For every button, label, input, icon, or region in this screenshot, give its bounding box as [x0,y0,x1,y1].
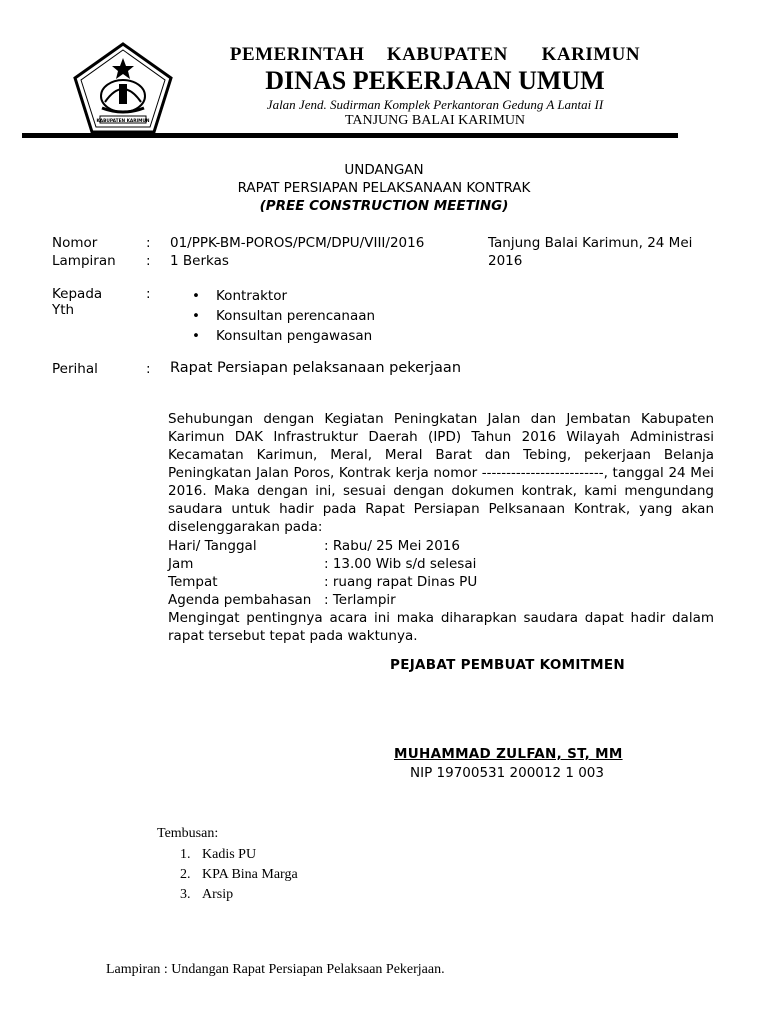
nomor-label: Nomor [52,235,98,251]
tembusan-item [180,845,298,865]
schedule-value: : Rabu/ 25 Mei 2016 [324,538,460,554]
kepada-colon: : [146,286,151,302]
nomor-value: 01/PPK-BM-POROS/PCM/DPU/VIII/2016 [170,235,425,251]
schedule-key: Tempat [168,574,218,590]
letterhead-city: TANJUNG BALAI KARIMUN [344,113,526,128]
invitation-paragraph: Sehubungan dengan Kegiatan Peningkatan Jalan dan Jembatan Kabupaten Karimun DAK Infrastruktur Daerah (IPD) Tahun 2016 Wilayah Administrasi Kecamatan Karimun, Meral, Meral Barat dan Tebing, pekerjaan Belanja Peningkatan Jalan Poros, Kontrak kerja nomor -------------------------, tanggal 24 Mei 2016. Maka dengan ini, sesuai dengan dokumen kontrak, kami mengundang saudara untuk hadir pada Rapat Persiapan Pelksanaan Kontrak, yang akan diselenggarakan pada: [168,411,714,535]
signatory-nip: NIP 19700531 200012 1 003 [410,765,604,781]
letterhead-government: PEMERINTAH KABUPATEN KARIMUN [229,44,641,65]
schedule-row [168,555,476,573]
schedule-row [168,537,460,555]
lampiran-value: 1 Berkas [170,253,229,269]
tembusan-number: 2. [180,867,191,882]
tembusan-number: 3. [180,887,191,902]
regency-emblem-logo [72,42,174,136]
schedule-key: Agenda pembahasan [168,592,312,608]
perihal-value: Rapat Persiapan pelaksanaan pekerjaan [170,360,462,376]
letterhead-address: Jalan Jend. Sudirman Komplek Perkantoran Gedung A Lantai II [266,97,604,112]
letter-date-line1: Tanjung Balai Karimun, 24 Mei [488,235,693,251]
lampiran-label: Lampiran [52,253,116,269]
recipient-list [192,286,375,346]
recipient-item: • Konsultan perencanaan [192,306,375,326]
tembusan-text: Kadis PU [202,847,257,862]
schedule-row [168,573,477,591]
signatory-name: MUHAMMAD ZULFAN, ST, MM [394,746,623,762]
schedule-row [168,591,396,609]
tembusan-item [180,865,298,885]
letter-subtitle: RAPAT PERSIAPAN PELAKSANAAN KONTRAK [237,180,531,196]
recipient-item: • Kontraktor [192,286,375,306]
body-paragraph [168,410,714,536]
tembusan-text: Arsip [202,887,234,902]
letter-title: UNDANGAN [344,162,424,178]
schedule-value: : ruang rapat Dinas PU [324,574,478,590]
perihal-colon: : [146,361,151,377]
tembusan-list [180,845,298,905]
schedule-value: : 13.00 Wib s/d selesai [324,556,477,572]
schedule-value: : Terlampir [324,592,396,608]
kepada-label: Kepada [52,286,103,302]
yth-label: Yth [52,302,75,318]
tembusan-item [180,885,298,905]
attachment-note: Lampiran : Undangan Rapat Persiapan Pelaksaan Pekerjaan. [106,962,445,977]
letter-subtitle-english: (PREE CONSTRUCTION MEETING) [259,198,509,214]
schedule-key: Jam [168,556,194,572]
svg-text:KABUPATEN KARIMUN: KABUPATEN KARIMUN [96,119,150,124]
letterhead-divider [22,133,678,138]
closing-paragraph: Mengingat pentingnya acara ini maka diharapkan saudara dapat hadir dalam rapat tersebut tepat pada waktunya. [168,610,714,644]
tembusan-heading: Tembusan: [157,826,219,841]
lampiran-colon: : [146,253,151,269]
tembusan-text: KPA Bina Marga [202,867,298,882]
perihal-label: Perihal [52,361,98,377]
tembusan-number: 1. [180,847,191,862]
signatory-title: PEJABAT PEMBUAT KOMITMEN [390,657,626,673]
letter-date-line2: 2016 [488,253,523,269]
recipient-item: • Konsultan pengawasan [192,326,375,346]
schedule-key: Hari/ Tanggal [168,538,257,554]
letterhead-department: DINAS PEKERJAAN UMUM [265,66,605,95]
nomor-colon: : [146,235,151,251]
